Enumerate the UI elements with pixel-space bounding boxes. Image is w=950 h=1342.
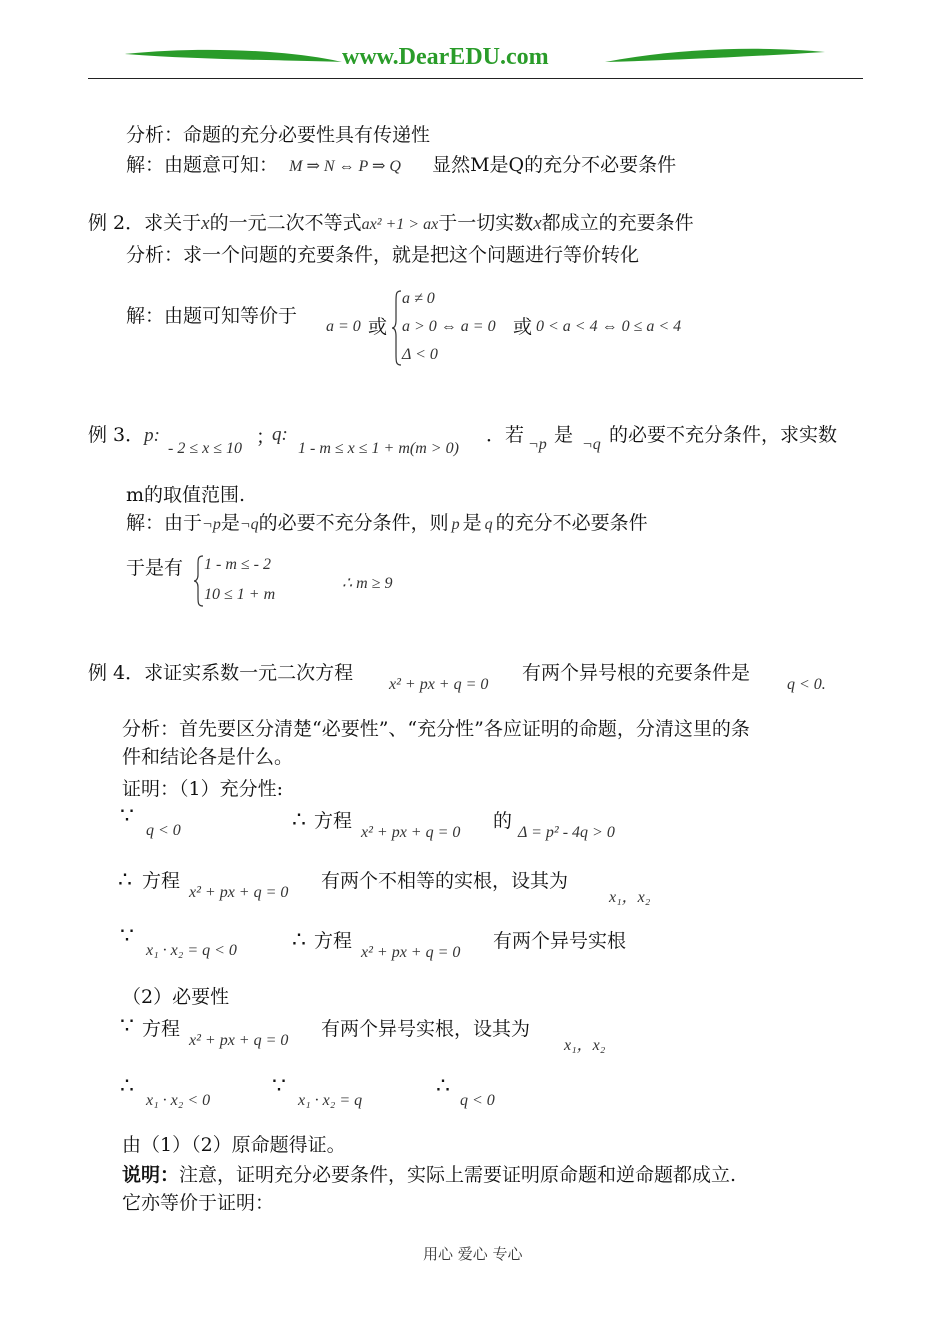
- ex2-brace-icon: [392, 290, 402, 366]
- because-icon-4: ∵: [272, 1074, 286, 1099]
- ex3-solve-a: 解：由于: [126, 512, 203, 534]
- ex4-line6-text: 有两个异号实根，设其为: [321, 1018, 531, 1040]
- because-icon: ∵: [120, 804, 134, 829]
- therefore-icon-2: ∴: [118, 868, 132, 893]
- ex2-sys-3: Δ < 0: [402, 346, 438, 363]
- ex4-roots-2: x₁，x₂: [564, 1037, 606, 1054]
- block1-solve: [126, 154, 676, 176]
- ex2-title-b: 的一元二次不等式: [209, 212, 362, 234]
- ex3-solve-p: p: [451, 516, 460, 533]
- ex4-delta: Δ = p² - 4q > 0: [518, 824, 615, 841]
- ex4-fangcheng-3: 方程: [314, 930, 353, 952]
- ex2-var-x: x: [201, 213, 210, 234]
- header-logo: [120, 40, 830, 76]
- ex3-not-p: ¬p: [528, 436, 547, 453]
- logo-text: www.DearEDU.com: [342, 44, 549, 70]
- ex4-eq-4: x² + px + q = 0: [189, 1032, 289, 1049]
- ex3-so-have: 于是有: [126, 557, 184, 579]
- ex4-q-lt0-2: q < 0: [460, 1092, 495, 1109]
- ex2-or2: 或: [513, 316, 533, 338]
- ex4-q-lt0: q < 0: [146, 822, 181, 839]
- ex2-title-d: 都成立的充要条件: [541, 212, 694, 234]
- ex4-note-text: 注意，证明充分必要条件，实际上需要证明原命题和逆命题都成立.: [179, 1164, 737, 1186]
- ex3-line2: m的取值范围.: [126, 484, 246, 506]
- ex3-sys-2: 10 ≤ 1 + m: [204, 586, 276, 603]
- ex3-not-q: ¬q: [582, 436, 601, 453]
- block1-analysis: 分析：命题的充分必要性具有传递性: [126, 124, 431, 146]
- ex4-prod-2: x₁ · x₂ < 0: [146, 1092, 211, 1109]
- ex2-title-a: 例 2．求关于: [88, 212, 202, 234]
- ex3-solve-not-q: ¬q: [239, 516, 259, 533]
- therefore-icon-4: ∴: [120, 1074, 134, 1099]
- therefore-icon-5: ∴: [436, 1074, 450, 1099]
- ex2-title: [88, 212, 694, 235]
- ex2-case-a0: a = 0: [326, 318, 361, 335]
- ex3-solve-b: 的必要不充分条件，则: [258, 512, 449, 534]
- ex2-tail: 0 < a < 4 ⇔ 0 ≤ a < 4: [536, 318, 682, 335]
- ex4-title-a: 例 4．求证实系数一元二次方程: [88, 662, 354, 684]
- ex4-fangcheng-4: 方程: [142, 1018, 181, 1040]
- ex4-fangcheng-1: 方程: [314, 810, 353, 832]
- ex4-eq-3: x² + px + q = 0: [361, 944, 461, 961]
- block1-solve-math: M ⇒ N ⇔ P ⇒ Q: [289, 158, 401, 175]
- ex4-analysis-1: 分析：首先要区分清楚“必要性”、“充分性”各应证明的命题，分清这里的条: [122, 718, 750, 740]
- ex3-title: [88, 424, 160, 447]
- ex3-brace-icon: [194, 555, 204, 607]
- ex2-sys-2: a > 0 ⇔ a = 0: [402, 318, 496, 335]
- ex4-line3-text: 有两个不相等的实根，设其为: [321, 870, 569, 892]
- block1-solve-prefix: 解：由题意可知：: [126, 154, 279, 176]
- ex4-note-label: 说明：: [122, 1164, 180, 1186]
- ex4-proof-head: 证明：（1）充分性:: [122, 778, 283, 800]
- ex4-roots-1: x₁，x₂: [609, 889, 651, 906]
- ex2-solve-prefix: 解：由题可知等价于: [126, 305, 298, 327]
- ex4-conclusion: 由（1）（2）原命题得证。: [122, 1134, 346, 1156]
- ex3-is: 是: [554, 424, 574, 446]
- ex4-prod-3: x₁ · x₂ = q: [298, 1092, 363, 1109]
- ex3-label: 例 3．: [88, 424, 145, 446]
- ex3-q-label: q:: [272, 424, 288, 445]
- ex2-sys-1: a ≠ 0: [402, 290, 435, 307]
- ex3-solve-is: 是: [220, 512, 240, 534]
- ex4-eq-2: x² + px + q = 0: [189, 884, 289, 901]
- ex3-dot: ．若: [486, 424, 525, 446]
- ex4-de: 的: [493, 810, 513, 832]
- therefore-icon: ∴: [292, 808, 306, 833]
- therefore-icon-3: ∴: [292, 928, 306, 953]
- ex2-analysis: 分析：求一个问题的充要条件，就是把这个问题进行等价转化: [126, 244, 640, 266]
- ex3-solve-d: 的充分不必要条件: [495, 512, 648, 534]
- ex2-var-x2: x: [533, 213, 542, 234]
- ex3-sep: ；: [256, 426, 276, 448]
- ex2-inequality: ax² +1 > ax: [361, 216, 439, 233]
- ex3-p-label: p:: [144, 425, 160, 446]
- because-icon-3: ∵: [120, 1014, 134, 1039]
- ex4-eq: x² + px + q = 0: [389, 676, 489, 693]
- ex4-nec-head: （2）必要性: [122, 986, 230, 1008]
- ex3-result: ∴ m ≥ 9: [342, 575, 393, 592]
- ex2-or1: 或: [368, 316, 388, 338]
- because-icon-2: ∵: [120, 924, 134, 949]
- ex4-title-b: 有两个异号根的充要条件是: [522, 662, 751, 684]
- ex2-title-c: 于一切实数: [438, 212, 534, 234]
- ex3-p-def: - 2 ≤ x ≤ 10: [168, 440, 242, 457]
- ex3-solve-c: 是: [462, 512, 482, 534]
- ex4-cond: q < 0.: [787, 676, 826, 693]
- block1-solve-conclusion: 显然M是Q的充分不必要条件: [432, 154, 677, 176]
- ex3-q-def: 1 - m ≤ x ≤ 1 + m(m > 0): [298, 440, 459, 457]
- ex3-sys-1: 1 - m ≤ - 2: [204, 556, 271, 573]
- ex4-fangcheng-2: 方程: [142, 870, 181, 892]
- ex4-line4-text: 有两个异号实根: [493, 930, 627, 952]
- header-rule: [88, 78, 863, 79]
- ex3-solve-not-p: ¬p: [202, 516, 221, 533]
- ex4-prod-1: x₁ · x₂ = q < 0: [146, 942, 237, 959]
- ex4-note: [122, 1164, 736, 1186]
- ex4-note-2: 它亦等价于证明：: [122, 1192, 275, 1214]
- footer-text: 用心 爱心 专心: [423, 1245, 523, 1263]
- ex3-solve: [126, 512, 648, 534]
- ex3-solve-q: q: [484, 516, 493, 533]
- ex4-eq-1: x² + px + q = 0: [361, 824, 461, 841]
- ex3-rest: 的必要不充分条件，求实数: [609, 424, 838, 446]
- ex4-analysis-2: 件和结论各是什么。: [122, 746, 294, 768]
